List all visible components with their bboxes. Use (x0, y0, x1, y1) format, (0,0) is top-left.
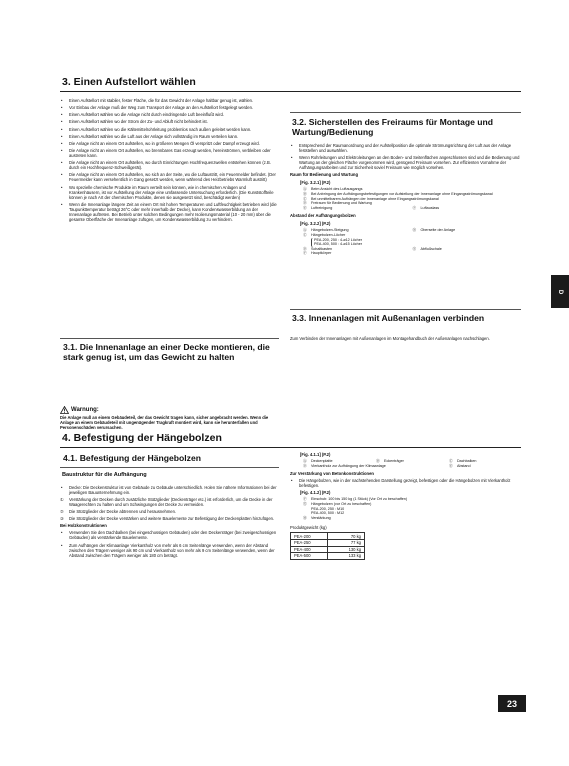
bullet-item: • Die Anlage nicht an einem Ort aufstellen, wo in größeren Mengen Öl verspritzt oder Dampf erzeugt wird. (60, 141, 278, 146)
legend-item: Schaltkasten (311, 246, 333, 251)
legend-item: Bei Anbringung der Aufhängungsbefestigungen vor Aufstellung der Innenanlage ohne Eingangsströmungskanal (311, 192, 493, 197)
legend-marker: Ⓑ (303, 192, 307, 197)
legend-item: Deckenplatte (311, 459, 333, 463)
weight-caption: Produktgewicht (kg) (290, 525, 327, 531)
bullet-item: • Die Anlage nicht an einem Ort aufstellen, wo durch Einrichtungen Hochfrequenzwellen entstehen können (z.B. durch ein Hochfrequenz-Schweißgerät). (60, 160, 278, 170)
legend-fig-3-2-2-rest (303, 247, 522, 256)
section-3-2-title: 3.2. Sicherstellen des Freiraums für Montage und Wartung/Bedienung (292, 117, 494, 137)
section-4-rule (60, 447, 521, 448)
weight-table (290, 532, 365, 559)
legend-marker: Ⓓ (303, 246, 307, 251)
section-3-3-rule (290, 309, 521, 310)
numbered-marker: ③ (60, 516, 64, 522)
legend-marker: Ⓖ (303, 501, 307, 506)
warning-box (60, 406, 278, 430)
legend-item: Hängebolzen-Löcher (311, 232, 346, 237)
numbered-text: Die Stützglieder der Decke verstärken und weitere Bauelemente zur Befestigung der Deckenplatten hinzufügen. (69, 516, 275, 522)
section-4-1-body (60, 485, 278, 560)
bullet-item: • Entsprechend der Raumanordnung und der Aufstellposition die optimale Strömungsrichtung der Luft aus der Anlage feststellen und auswählen. (290, 143, 522, 153)
section-3-2-rule (290, 112, 521, 113)
legend-fig-4-1-1-row (303, 464, 522, 469)
weight-kg-cell: 77 kg (328, 539, 365, 546)
legend-item: Eckenträger (384, 459, 404, 463)
legend-item: Bei unmittelbarem Aufhängen der Innenanlage ohne Eingangsströmungskanal (311, 196, 439, 201)
structure-heading: Baustruktur für die Aufhängung (62, 472, 147, 478)
numbered-item (60, 516, 278, 521)
sub-heading-service-space: Raum für Bedienung und Wartung (290, 172, 359, 178)
legend-marker: Ⓒ (449, 459, 453, 463)
wood-heading: Bei Holzkonstruktionen (60, 523, 107, 529)
weight-row (291, 546, 365, 553)
legend-marker: Ⓔ (412, 246, 417, 251)
legend-marker: Ⓐ (303, 459, 307, 463)
section-4-1-rule (60, 467, 279, 468)
fig-4-1-2-ref: [Fig. 4.1.2] (P.2) (300, 490, 331, 496)
legend-item: Luftreinigung (311, 205, 333, 210)
legend-item: PEA-200, 250 : 4-ø12 Löcher (314, 237, 362, 242)
legend-item: Einschub: 100 bis 150 kg (1 Stück) (Vor Ort zu beschaffen) (311, 497, 408, 502)
section-3-bullets (60, 98, 278, 224)
legend-item: Abstand (457, 463, 471, 468)
legend-item: Abflußschale (420, 246, 442, 251)
bullet-item: • Einen Aufstellort wählen wo die Kältemittelrohrleitung problemlos nach außen geleitet werden kann. (60, 127, 278, 132)
section-3-1-heading: 3.1. Die Innenanlage an einer Decke montieren, die stark genug ist, um das Gewicht zu halten (63, 342, 270, 362)
section-4-1-title: 4.1. Befestigung der Hängebolzen (63, 453, 201, 463)
bullet-item: • Wenn die Innenanlage längere Zeit an einem Ort mit hohen Temperaturen und Luftfeuchtigkeit betrieben wird (die Taupunkttemperatur beträgt 26°C oder mehr innerhalb der Decke), kann Kondenswasserbildung an der Innenanlage auftreten. Bei Betrieb unter solchen Bedingungen mehr Isolierungsmaterial (10 - 20 mm) über die gesamte Oberfläche der Innenanlage zufügen, um Kondenswasserbildung zu verhindern. (60, 202, 278, 222)
bullet-item: • Die Hängebolzen, wie in der nachstehenden Darstellung gezeigt, befestigen oder die Hängebolzen mit Vierkantholz befestigen. (290, 478, 522, 488)
legend-marker: Ⓒ (303, 232, 307, 237)
legend-fig-4-1-2 (303, 497, 522, 520)
language-tab-label: D (557, 289, 563, 294)
legend-marker: Ⓑ (412, 228, 417, 233)
legend-marker: Ⓐ (303, 228, 307, 233)
fig-3-2-1-ref: [Fig. 3.2.1] (P.2) (300, 180, 331, 186)
weight-kg-cell: 133 kg (328, 553, 365, 560)
legend-item: Beim Ansicht des Luftausgangs (311, 187, 363, 192)
bullet-item: • Einen Aufstellort wählen wo die Anlage nicht durch eindringende Luft beeinflußt wird. (60, 112, 278, 117)
language-tab (551, 275, 569, 308)
legend-item: Hängebolzen (vor Ort zu beschaffen) (311, 501, 372, 506)
weight-kg-cell: 70 kg (328, 533, 365, 540)
section-3-2-body (290, 143, 522, 256)
section-4-title: 4. Befestigung der Hängebolzen (62, 432, 222, 444)
legend-marker: Ⓕ (412, 205, 417, 210)
warning-title: Warnung: (71, 407, 99, 413)
legend-marker: Ⓔ (303, 205, 307, 210)
numbered-item (60, 497, 278, 507)
bullet-item: • Zum Aufhängen der Klimaanlage Vierkantholz von mehr als 6 cm Seitenlänge verwenden, wenn der Abstand zwischen den Trägern weniger als 90 cm und Vierkantholz von mehr als 9 cm Seitenlänge verwenden, wenn der Abstand zwischen den Trägern weniger als 180 cm beträgt. (60, 543, 278, 558)
legend-item: Freiraum für Bedienung und Wartung (311, 201, 372, 206)
legend-marker: Ⓓ (303, 201, 307, 206)
legend-item: PEA-400, 500 : M12 (311, 511, 345, 516)
bullet-item: • Einen Aufstellort mit stabiler, fester Fläche, die für das Gewicht der Anlage haltbar genug ist, wählen. (60, 98, 278, 103)
legend-item: Luftauslass (420, 205, 440, 210)
legend-marker: Ⓔ (449, 463, 453, 468)
section-3-1-rule (60, 338, 279, 339)
page-number: 23 (498, 695, 526, 712)
legend-marker: Ⓓ (303, 463, 307, 468)
section-3-3-title: 3.3. Innenanlagen mit Außenanlagen verbinden (292, 313, 485, 323)
legend-marker: Ⓐ (303, 187, 307, 192)
section-3-1-title (63, 342, 277, 362)
bullet-item: • Die Anlage nicht an einem Ort aufstellen, wo brennbares Gas erzeugt werden, hereinströmen, verbleiben oder austreten kann. (60, 148, 278, 158)
bullet-item: • Vor Einbau der Anlage muß der Weg zum Transport der Anlage an den Aufstellort festgelegt werden. (60, 105, 278, 110)
legend-item: Hauptkörper (311, 251, 332, 256)
weight-model-cell: PEA-200 (291, 533, 328, 540)
legend-marker: Ⓗ (303, 515, 307, 520)
weight-model-cell: PEA-400 (291, 546, 328, 553)
legend-marker: Ⓕ (303, 497, 307, 502)
weight-kg-cell: 130 kg (328, 546, 365, 553)
legend-marker: Ⓑ (376, 459, 380, 463)
weight-model-cell: PEA-500 (291, 553, 328, 560)
bullet-item: • Die Anlage nicht an einem Ort aufstellen, wo sich an der Seite, wo die Luftaustritt, ein Feuermelder befindet. (Der Feuermelder kann versehentlich in Gang gesetzt werden, wenn während des Heizbetriebs Warmluft austritt) (60, 172, 278, 182)
warning-text: Die Anlage muß an einem Gebäudeteil, der das Gewicht tragen kann, sicher angebracht werden. Wenn die Anlage an einem Gebäudeteil mit ungenügender Tragkraft montiert wird, kann sie herunterfallen und Personenschäden verursachen. (60, 415, 269, 430)
bullet-item: • Verwenden Sie den Dachbalken (bei eingeschossigen Gebäuden) oder den Deckenträger (bei zweigeschossigen Gebäuden) als verstärkende Bauelemente. (60, 530, 278, 540)
numbered-marker: ② (60, 509, 64, 515)
weight-model-cell: PEA-250 (291, 539, 328, 546)
weight-row (291, 539, 365, 546)
legend-fig-3-2-2 (303, 228, 522, 237)
bullet-item: • Decke: Die Deckenstruktur ist von Gebäude zu Gebäude unterschiedlich. Holen Sie nähere Informationen bei der jeweiligen Bauunternehmung ein. (60, 485, 278, 495)
legend-item: Hängebolzen-Steigung (311, 228, 349, 233)
legend-fig-3-2-1 (303, 187, 522, 205)
numbered-item (60, 509, 278, 514)
legend-item: Oberseite der Anlage (420, 228, 456, 233)
bullet-item: • Wo spezielle chemische Produkte im Raum verteilt sein können, wie in chemischen Anlagen und Krankenhäusern, ist vor Aufstellung der Anlage eine umfassende Untersuchung erforderlich. (Die Kunststoffteile können je nach Art der chemischen Produkte, denen sie ausgesetzt sind, beschädigt werden) (60, 185, 278, 200)
bullet-item: • Einen Aufstellort wählen wo der Strom der Zu- und Abluft nicht behindert ist. (60, 119, 278, 124)
bullet-item: • Einen Aufstellort wählen wo die Luft aus der Anlage sich vollständig im Raum verteilen kann. (60, 134, 278, 139)
legend-item: PEA-400, 500 : 4-ø15 Löcher (314, 242, 362, 247)
bullet-item: • Wenn Rohrleitungen und Elektroleitungen an den Boden- und Seitenflächen angeschlossen sind und die Bedienung und Wartung an der gleichen Fläche vorgenommen wird, genügend Freiraum vorsehen. Zur effizienten Vornahme der Aufhängungsarbeiten und zur Sicherheit soviel Freiraum wie möglich vorsehen. (290, 155, 522, 170)
numbered-marker: ① (60, 497, 64, 503)
numbered-text: Die Stützglieder der Decke abtrennen und herausnehmen. (69, 509, 177, 515)
section-4-right (290, 452, 522, 560)
warning-triangle-icon (60, 406, 69, 414)
legend-bolt-holes-detail (311, 238, 388, 247)
fig-4-1-1-ref: [Fig. 4.1.1] (P.2) (300, 452, 331, 457)
concrete-heading: Zur Verstärkung von Betonkonstruktionen (290, 471, 374, 477)
fig-3-2-2-ref: [Fig. 3.2.2] (P.2) (300, 221, 331, 227)
legend-item: Dachbalken (457, 459, 477, 463)
weight-row (291, 553, 365, 560)
numbered-text: Verstärkung der Decken durch zusätzliche Stützglieder (Deckenträger etc.) ist erforderlich, um die Decke in der Waagerechten zu halten und um Schwingungen der Decke zu vermeiden. (69, 497, 273, 508)
legend-item: PEA-200, 250 : M10 (311, 506, 345, 511)
legend-marker: Ⓒ (303, 196, 307, 201)
legend-fig-3-2-1-row (303, 206, 522, 211)
legend-marker: Ⓕ (303, 251, 307, 256)
sub-heading-bolt-spacing: Abstand der Aufhängungsbolzen (290, 213, 356, 219)
legend-item: Verstärkung (311, 515, 331, 520)
legend-item: Vierkantholz zur Aufhängung der Klimaanlage (311, 463, 386, 468)
section-3-3-text: Zum Verbinden der Innenanlagen mit Außenanlagen im Montagehandbuch der Außenanlagen nachschlagen. (290, 336, 490, 341)
section-3-rule (60, 91, 521, 92)
weight-row (291, 533, 365, 540)
section-3-title: 3. Einen Aufstellort wählen (62, 76, 196, 88)
